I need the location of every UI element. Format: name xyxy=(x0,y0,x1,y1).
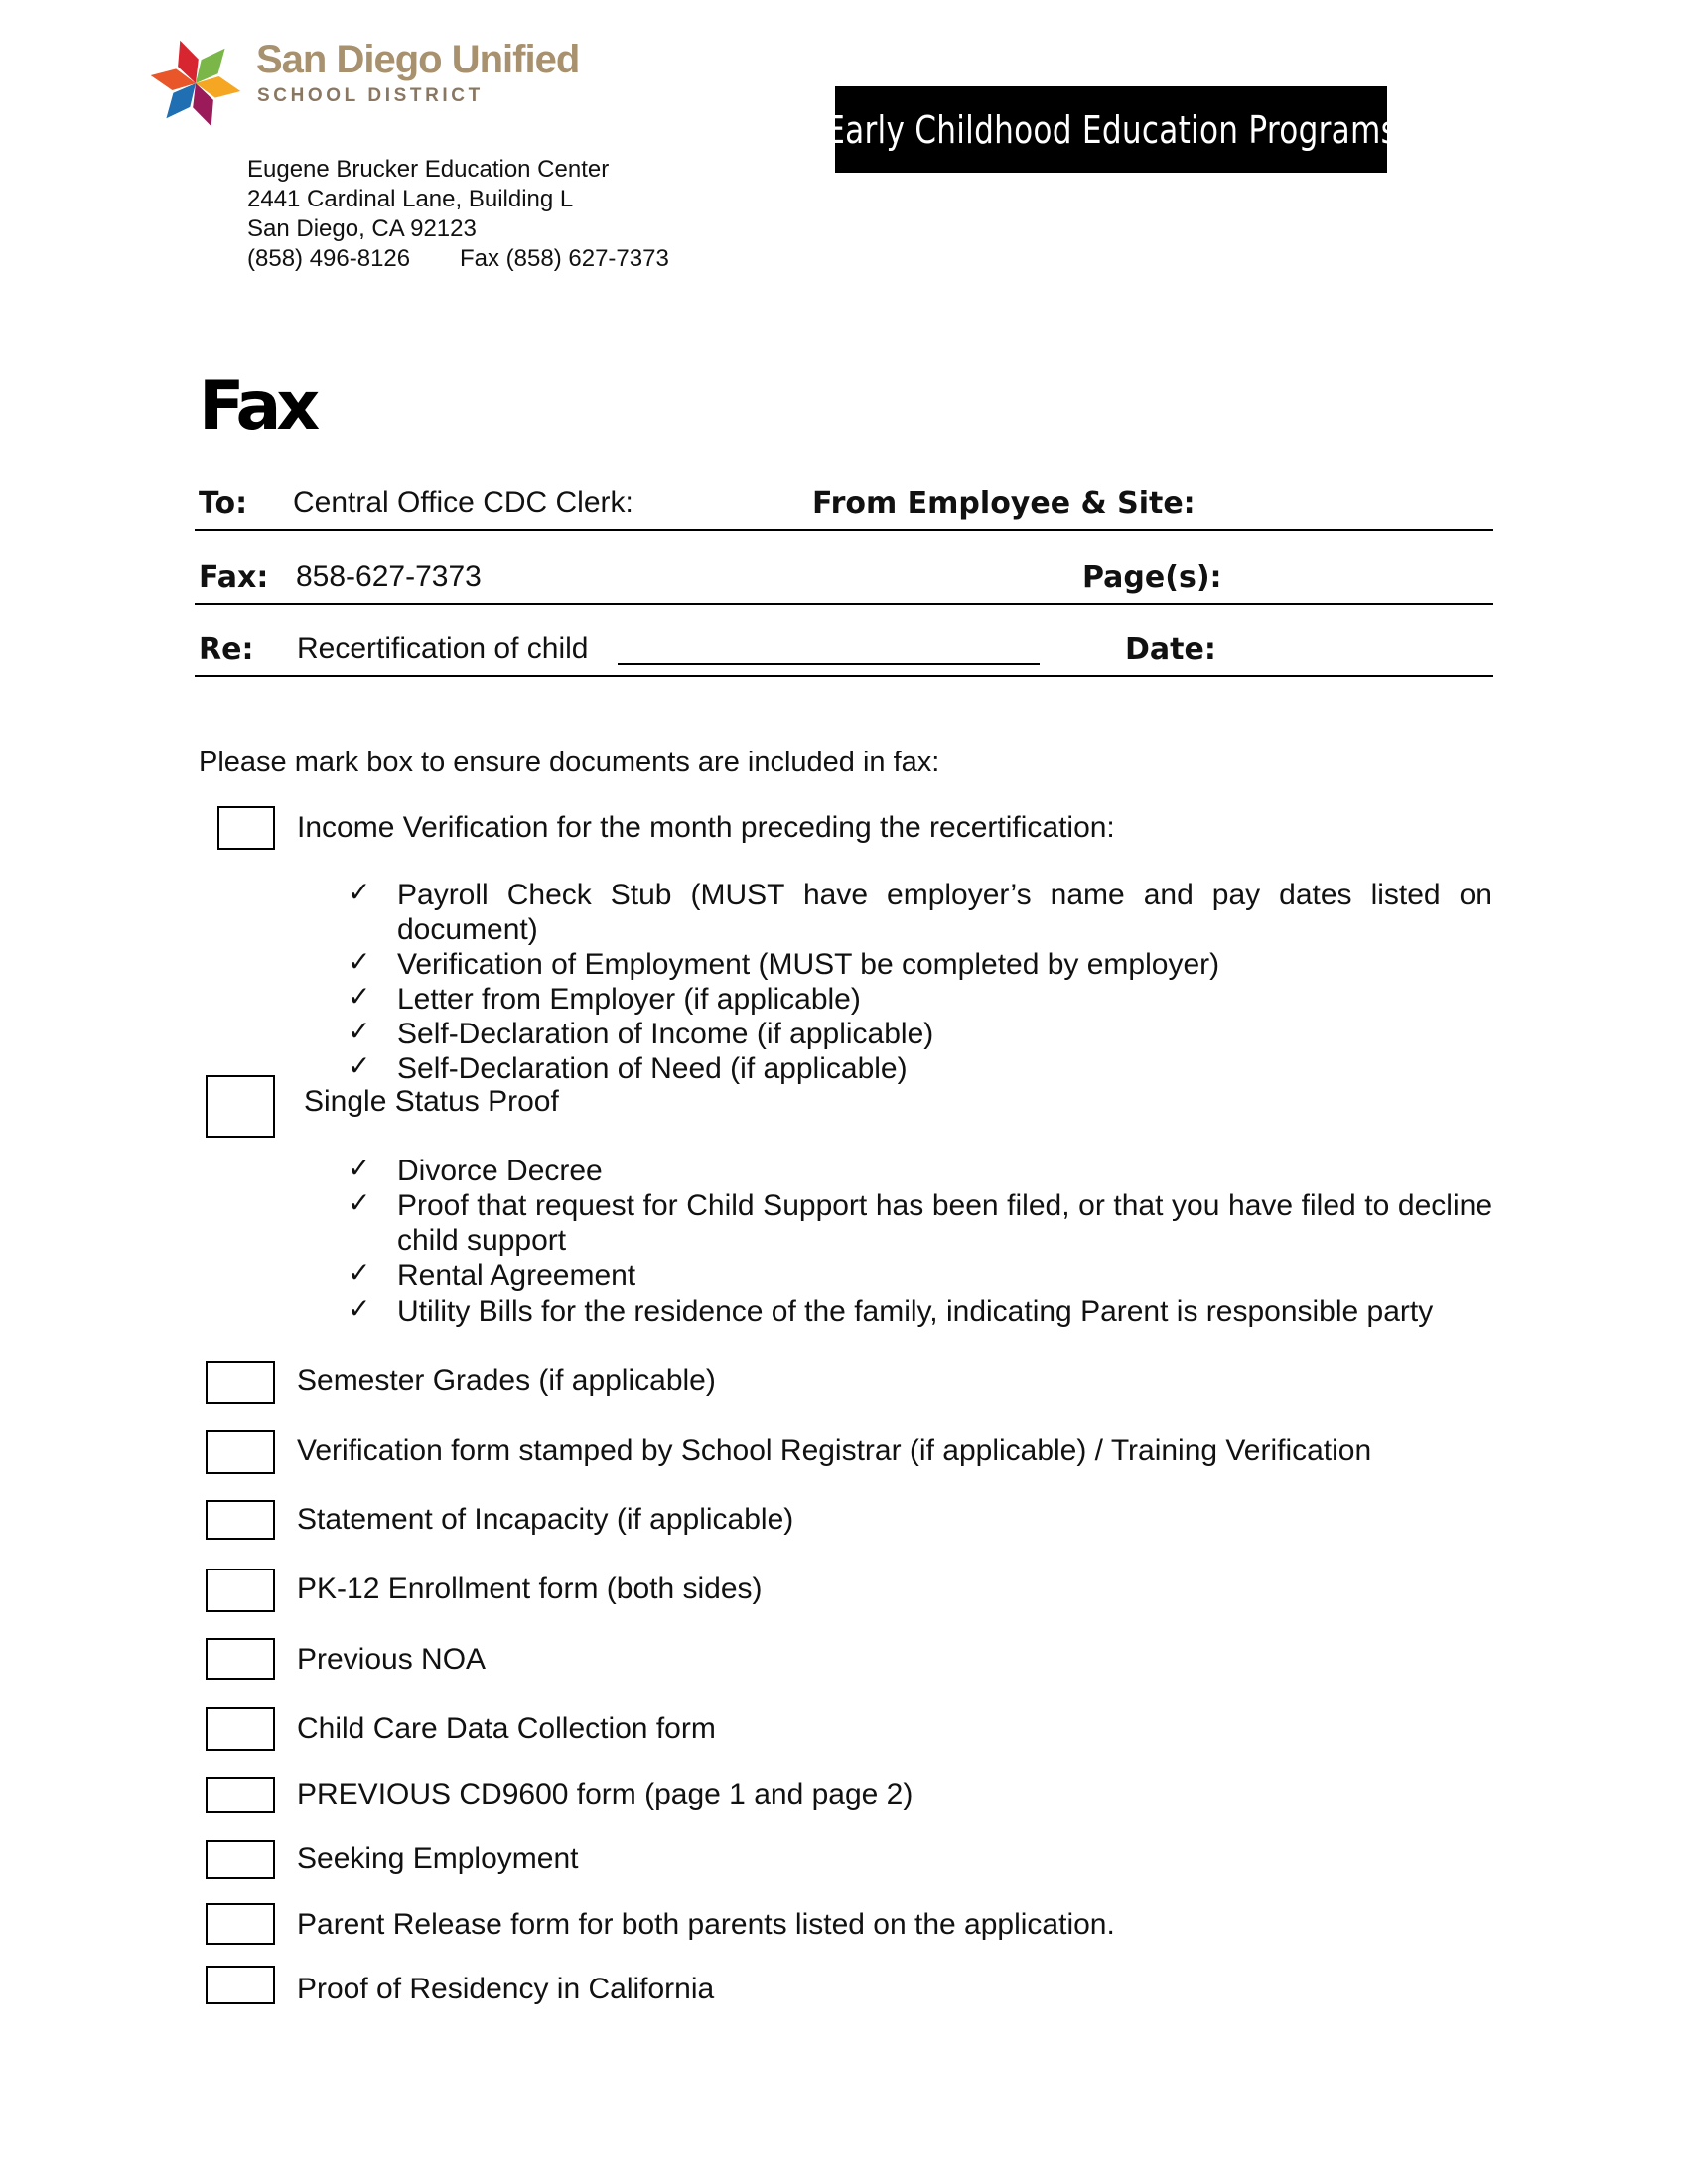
fax-row-line xyxy=(195,603,1493,605)
district-logo-icon xyxy=(141,34,250,131)
enrollment-form-checkbox[interactable] xyxy=(206,1569,275,1612)
enrollment-form-label: PK-12 Enrollment form (both sides) xyxy=(297,1572,763,1605)
pages-label: Page(s): xyxy=(1082,560,1222,595)
district-subtitle: SCHOOL DISTRICT xyxy=(257,85,484,106)
cd9600-label: PREVIOUS CD9600 form (page 1 and page 2) xyxy=(297,1778,914,1811)
income-verification-label: Income Verification for the month preceding the recertification: xyxy=(297,811,1115,844)
checkmark-icon: ✓ xyxy=(348,877,371,907)
parent-release-checkbox[interactable] xyxy=(206,1903,275,1945)
bullet-item: Letter from Employer (if applicable) xyxy=(397,983,861,1016)
address-fax: Fax (858) 627-7373 xyxy=(460,245,669,272)
checkmark-icon: ✓ xyxy=(348,1294,371,1324)
address-city: San Diego, CA 92123 xyxy=(247,215,477,242)
re-value: Recertification of child xyxy=(297,632,589,665)
single-status-checkbox[interactable] xyxy=(206,1075,275,1138)
seeking-employment-checkbox[interactable] xyxy=(206,1840,275,1879)
bullet-item-continued: document) xyxy=(397,913,538,946)
previous-noa-checkbox[interactable] xyxy=(206,1638,275,1680)
residency-checkbox[interactable] xyxy=(206,1966,275,2004)
incapacity-checkbox[interactable] xyxy=(206,1500,275,1540)
bullet-item: Proof that request for Child Support has been filed, or that you have filed to decline xyxy=(397,1189,1492,1222)
data-collection-label: Child Care Data Collection form xyxy=(297,1712,716,1745)
checkmark-icon: ✓ xyxy=(348,1187,371,1218)
checkmark-icon: ✓ xyxy=(348,1257,371,1288)
fax-label: Fax: xyxy=(199,560,269,595)
cd9600-checkbox[interactable] xyxy=(206,1777,275,1813)
address-street: 2441 Cardinal Lane, Building L xyxy=(247,186,574,212)
semester-grades-checkbox[interactable] xyxy=(206,1361,275,1404)
registrar-verification-label: Verification form stamped by School Registrar (if applicable) / Training Verification xyxy=(297,1434,1372,1467)
bullet-item-continued: child support xyxy=(397,1224,567,1257)
instruction-text: Please mark box to ensure documents are included in fax: xyxy=(199,747,940,778)
income-verification-checkbox[interactable] xyxy=(217,806,275,850)
to-label: To: xyxy=(199,486,248,521)
parent-release-label: Parent Release form for both parents listed on the application. xyxy=(297,1908,1115,1941)
bullet-item: Self-Declaration of Income (if applicable) xyxy=(397,1018,934,1050)
data-collection-checkbox[interactable] xyxy=(206,1707,275,1751)
bullet-item: Rental Agreement xyxy=(397,1259,636,1292)
registrar-verification-checkbox[interactable] xyxy=(206,1430,275,1474)
child-name-blank[interactable] xyxy=(618,663,1040,665)
checkmark-icon: ✓ xyxy=(348,1050,371,1081)
date-label: Date: xyxy=(1125,632,1216,667)
bullet-item: Payroll Check Stub (MUST have employer’s name and pay dates listed on xyxy=(397,879,1492,911)
re-label: Re: xyxy=(199,632,254,667)
checkmark-icon: ✓ xyxy=(348,1153,371,1183)
address-center: Eugene Brucker Education Center xyxy=(247,156,610,183)
bullet-item: Utility Bills for the residence of the family, indicating Parent is responsible party xyxy=(397,1296,1434,1328)
checkmark-icon: ✓ xyxy=(348,946,371,977)
program-banner-text: Early Childhood Education Programs xyxy=(825,107,1397,152)
to-value: Central Office CDC Clerk: xyxy=(293,486,633,519)
fax-value: 858-627-7373 xyxy=(296,560,482,593)
re-row-line xyxy=(195,675,1493,677)
incapacity-label: Statement of Incapacity (if applicable) xyxy=(297,1503,794,1536)
semester-grades-label: Semester Grades (if applicable) xyxy=(297,1364,716,1397)
checkmark-icon: ✓ xyxy=(348,1016,371,1046)
previous-noa-label: Previous NOA xyxy=(297,1643,487,1676)
page-title: Fax xyxy=(199,367,316,446)
district-name: San Diego Unified xyxy=(256,38,580,81)
address-phone: (858) 496-8126 xyxy=(247,245,411,272)
single-status-label: Single Status Proof xyxy=(304,1085,559,1118)
from-label: From Employee & Site: xyxy=(812,486,1196,521)
bullet-item: Self-Declaration of Need (if applicable) xyxy=(397,1052,908,1085)
bullet-item: Divorce Decree xyxy=(397,1155,603,1187)
checkmark-icon: ✓ xyxy=(348,981,371,1012)
seeking-employment-label: Seeking Employment xyxy=(297,1843,579,1875)
bullet-item: Verification of Employment (MUST be completed by employer) xyxy=(397,948,1220,981)
program-banner xyxy=(825,86,1397,173)
to-row-line xyxy=(195,529,1493,531)
residency-label: Proof of Residency in California xyxy=(297,1973,715,2005)
